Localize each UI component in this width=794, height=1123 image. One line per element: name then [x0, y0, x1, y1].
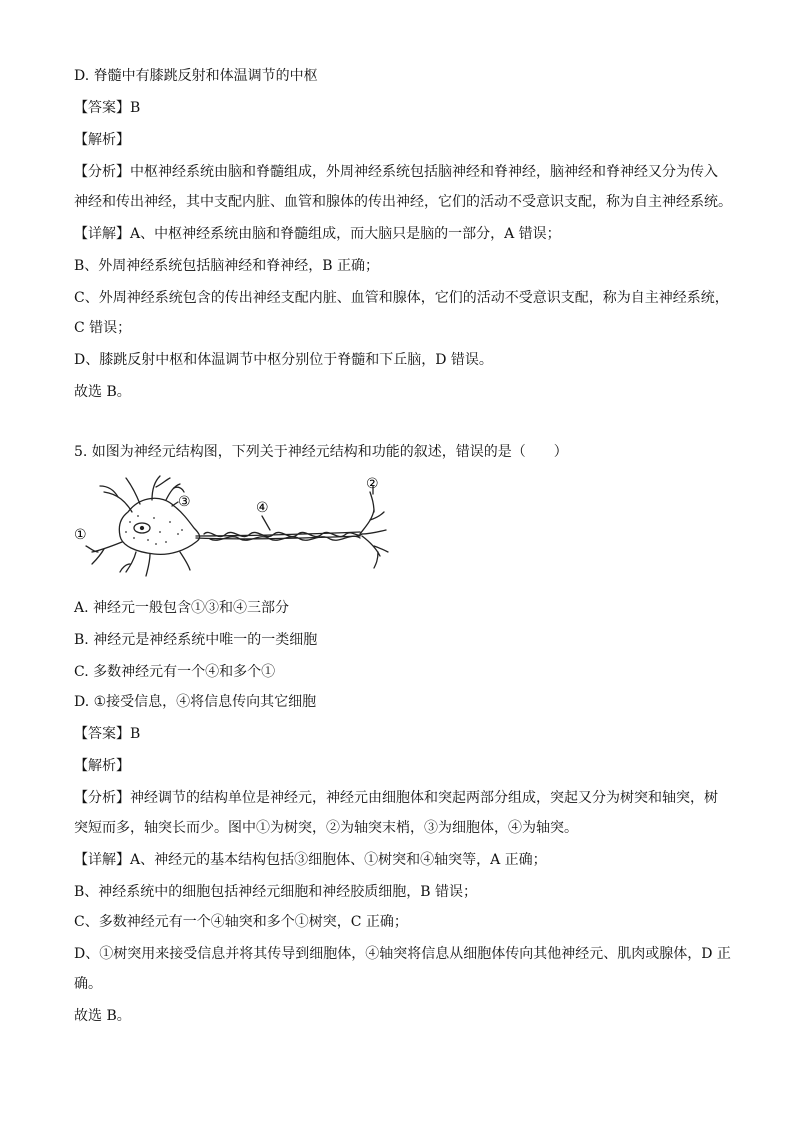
label-3-cell-body: ③	[178, 494, 191, 510]
q5-xiangjie-c: C、多数神经元有一个④轴突和多个①树突，C 正确；	[74, 914, 408, 930]
prev-xiangjie-c-line-2: C 错误；	[74, 320, 132, 336]
prev-fenxi-line-2: 神经和传出神经，其中支配内脏、血管和腺体的传出神经，它们的活动不受意识支配，称为自主神经系统。	[74, 194, 732, 210]
q5-analysis-heading: 【解析】	[74, 758, 130, 774]
question-5-stem: 5. 如图为神经元结构图，下列关于神经元结构和功能的叙述，错误的是（ ）	[74, 444, 568, 460]
q5-fenxi-line-2: 突短而多，轴突长而少。图中①为树突，②为轴突末梢，③为细胞体，④为轴突。	[74, 820, 578, 836]
prev-answer: 【答案】B	[74, 100, 141, 116]
label-1-dendrite: ①	[74, 527, 87, 543]
q5-option-b: B. 神经元是神经系统中唯一的一类细胞	[74, 632, 318, 648]
prev-analysis-heading: 【解析】	[74, 132, 130, 148]
prev-option-d: D. 脊髓中有膝跳反射和体温调节的中枢	[74, 68, 318, 84]
label-4-axon: ④	[256, 500, 269, 516]
prev-xiangjie-c-line-1: C、外周神经系统包含的传出神经支配内脏、血管和腺体，它们的活动不受意识支配，称为自主神经系统，	[74, 290, 729, 306]
prev-conclusion: 故选 B。	[74, 384, 131, 400]
neuron-structure-figure	[70, 472, 400, 582]
neuron-diagram	[70, 472, 400, 582]
q5-xiangjie-b: B、神经系统中的细胞包括神经元细胞和神经胶质细胞，B 错误；	[74, 884, 478, 900]
q5-xiangjie-d-line-2: 确。	[74, 976, 102, 992]
q5-option-a: A. 神经元一般包含①③和④三部分	[74, 600, 290, 616]
q5-conclusion: 故选 B。	[74, 1008, 131, 1024]
q5-xiangjie-a: 【详解】A、神经元的基本结构包括③细胞体、①树突和④轴突等，A 正确；	[74, 852, 547, 868]
q5-option-c: C. 多数神经元有一个④和多个①	[74, 664, 276, 680]
q5-option-d: D. ①接受信息，④将信息传向其它细胞	[74, 694, 317, 710]
label-2-axon-terminal: ②	[366, 476, 379, 492]
prev-xiangjie-d: D、膝跳反射中枢和体温调节中枢分别位于脊髓和下丘脑，D 错误。	[74, 352, 493, 368]
q5-fenxi-line-1: 【分析】神经调节的结构单位是神经元，神经元由细胞体和突起两部分组成，突起又分为树突和轴突，树	[74, 790, 718, 806]
q5-answer: 【答案】B	[74, 726, 141, 742]
q5-xiangjie-d-line-1: D、①树突用来接受信息并将其传导到细胞体，④轴突将信息从细胞体传向其他神经元、肌肉或腺体，D 正	[74, 946, 731, 962]
prev-xiangjie-b: B、外周神经系统包括脑神经和脊神经，B 正确；	[74, 258, 380, 274]
prev-xiangjie-a: 【详解】A、中枢神经系统由脑和脊髓组成，而大脑只是脑的一部分，A 错误；	[74, 226, 561, 242]
prev-fenxi-line-1: 【分析】中枢神经系统由脑和脊髓组成，外周神经系统包括脑神经和脊神经，脑神经和脊神经又分为传入	[74, 164, 718, 180]
